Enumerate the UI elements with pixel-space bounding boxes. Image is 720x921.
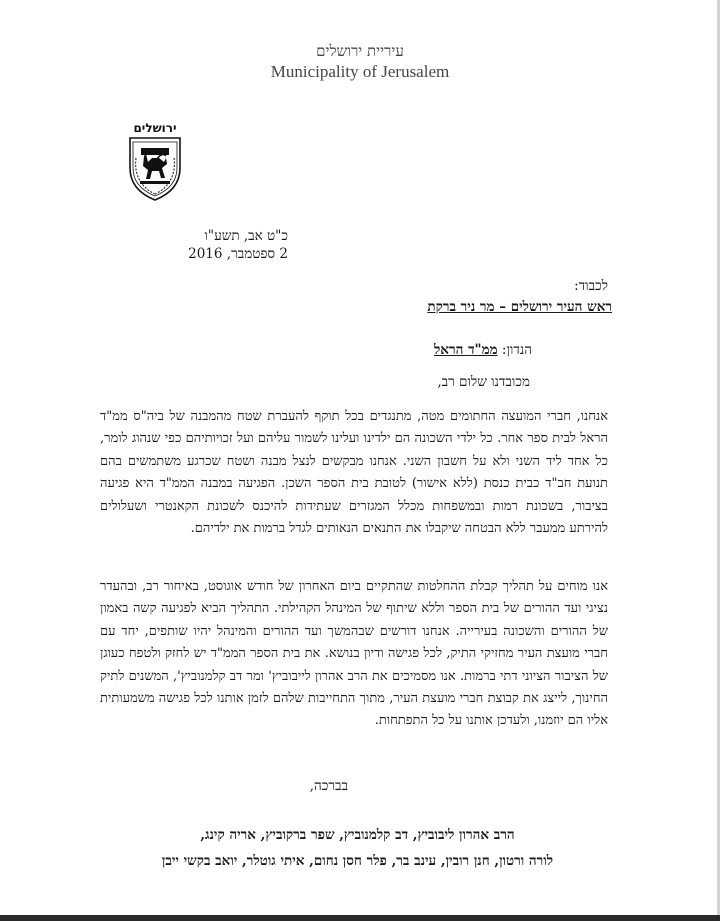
letterhead-english: Municipality of Jerusalem	[270, 62, 450, 81]
subject-value: ממ"ד הראל	[433, 342, 498, 358]
closing: בברכה,	[309, 778, 348, 794]
page-bottom-edge	[0, 915, 720, 921]
letterhead-hebrew: עיריית ירושלים	[316, 42, 404, 60]
body-paragraph-1: אנחנו, חברי המועצה החתומים מטה, מתנגדים בכל תוקף להעברת שטח מהמבנה של ביה"ס ממ"ד הראל לבית ספר אחר. כל ילדי השכונה הם ילדינו ועלינו לשמור עליהם ועל זכויותיהם כפי שנהוג לומר, כל אחד ליד השני ולא על חשבון השני. אנחנו מבקשים לנצל מבנה ושטח שכרגע משתמשים בהם תנועת חב"ד כבית כנסת (ללא אישור) לטובת בית הספר השכן. הפגיעה במבנה הממ"ד היא פגיעה בציבור, בשכונת רמות ובמשפחות מכלל המגזרים שעתידות להיכנס לשכונת הקאנטרי ושעלולים להירתע ממעבר ללא הבטחה שיקבלו את התנאים הנאותים לגדל ברמות את ילדיהם.	[100, 409, 608, 537]
subject-line	[434, 342, 532, 358]
recipient-name: ראש העיר ירושלים – מר ניר ברקת	[427, 299, 612, 315]
emblem-caption: ירושלים	[133, 121, 177, 135]
gregorian-date: 2 ספטמבר, 2016	[188, 246, 288, 262]
body-paragraph-2: אנו מוחים על תהליך קבלת ההחלטות שהתקיים ביום האחרון של חודש אוגוסט, באיחור רב, ובהעדר נציגי ועד ההורים של בית הספר וללא שיתוף של המינהל הקהילתי. התהליך הביא לפגיעה קשה באמון של ההורים והשכונה בעירייה. אנחנו דורשים שבהמשך ועד ההורים והמינהל יהיו שותפים, יחד עם חברי מועצת העיר מחזיקי התיק, לכל פגישה ודיון בנושא. את בית הספר הממ"ד יש לחזק ולטפח כעוגן של הציבור הציוני דתי ברמות. אנו מסמיכים את הרב אהרון לייבוביץ' ומר דב קלמנוביץ', המשנים לתיק החינוך, לייצג את קבוצת חברי מועצת העיר, מתוך התחייבות שלהם לזמן אותנו לכל פגישה משמעותית אליו הם יוזמנו, ולעדכן אותנו על כל התפתחות.	[100, 579, 608, 729]
subject-label: הנדון:	[501, 342, 532, 358]
to-label: לכבוד:	[574, 278, 608, 294]
greeting: מכובדנו שלום רב,	[437, 374, 530, 390]
jerusalem-lion-emblem-icon	[122, 118, 188, 202]
signatories-line-1: הרב אהרון ליבוביץ, דב קלמנוביץ, שפר ברקוביץ, אריה קינג,	[200, 827, 515, 843]
signatories-line-2: לורה ורטון, חנן רובין, עינב בר, פלר חסן נחום, איתי גוטלר, יואב בקשי ייבן	[161, 853, 554, 869]
hebrew-date: כ"ט אב, תשע"ו	[204, 228, 288, 244]
